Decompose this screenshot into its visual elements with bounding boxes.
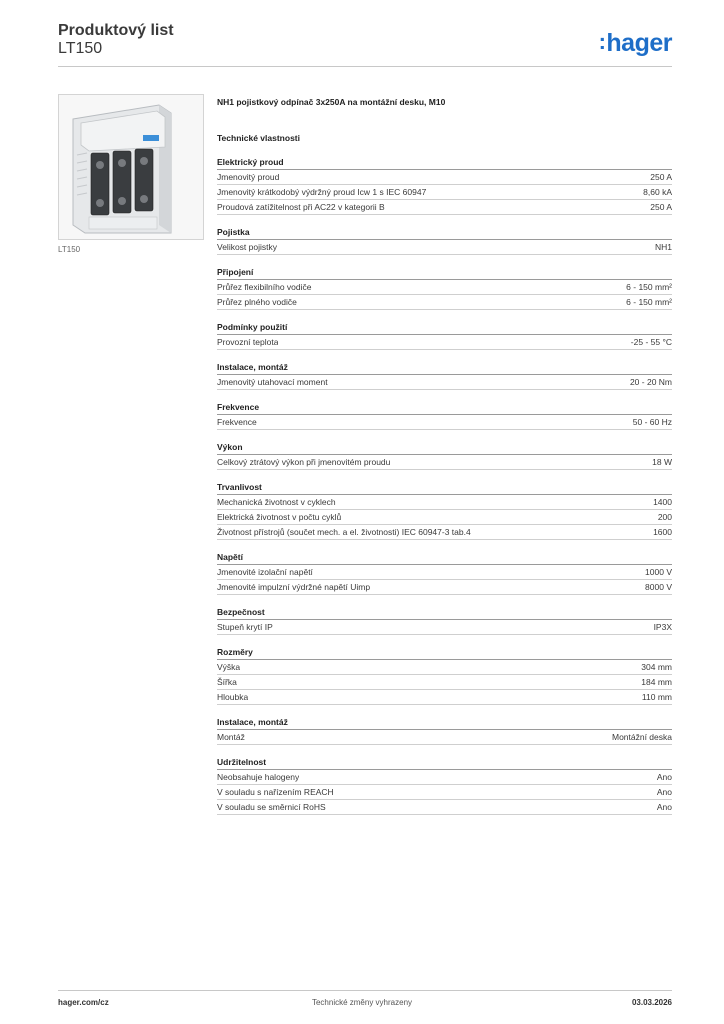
spec-label: Průřez plného vodiče	[217, 297, 297, 307]
spec-group	[217, 716, 672, 745]
spec-group-title: Podmínky použití	[217, 321, 672, 335]
spec-row	[217, 525, 672, 540]
spec-row	[217, 280, 672, 295]
hager-logo: :hager	[598, 29, 672, 57]
spec-group-title: Napětí	[217, 551, 672, 565]
spec-group	[217, 401, 672, 430]
spec-value: Ano	[656, 787, 672, 797]
spec-value: 250 A	[650, 172, 672, 182]
spec-value: 250 A	[650, 202, 672, 212]
spec-group-title: Elektrický proud	[217, 156, 672, 170]
footer-website: hager.com/cz	[58, 998, 109, 1007]
spec-group	[217, 646, 672, 705]
spec-row	[217, 240, 672, 255]
header-divider	[58, 66, 672, 67]
spec-group-title: Udržitelnost	[217, 756, 672, 770]
document-title: Produktový list	[58, 22, 174, 39]
spec-group	[217, 481, 672, 540]
spec-label: Frekvence	[217, 417, 257, 427]
footer-divider	[58, 990, 672, 991]
spec-row	[217, 495, 672, 510]
spec-group	[217, 226, 672, 255]
spec-row	[217, 660, 672, 675]
spec-value: 8000 V	[645, 582, 672, 592]
spec-group	[217, 266, 672, 310]
product-image	[58, 94, 204, 240]
spec-value: 184 mm	[641, 677, 672, 687]
spec-value: Ano	[656, 772, 672, 782]
fuse-switch-illustration	[59, 95, 203, 239]
spec-group-title: Trvanlivost	[217, 481, 672, 495]
spec-label: Průřez flexibilního vodiče	[217, 282, 312, 292]
spec-label: Výška	[217, 662, 241, 672]
spec-row	[217, 675, 672, 690]
spec-row	[217, 295, 672, 310]
spec-group-title: Instalace, montáž	[217, 361, 672, 375]
product-name: NH1 pojistkový odpínač 3x250A na montážní desku, M10	[217, 97, 446, 107]
logo-text: hager	[606, 29, 672, 57]
spec-group	[217, 756, 672, 815]
spec-label: Jmenovité impulzní výdržné napětí Uimp	[217, 582, 371, 592]
spec-label: Neobsahuje halogeny	[217, 772, 300, 782]
spec-label: Mechanická životnost v cyklech	[217, 497, 336, 507]
spec-group-title: Instalace, montáž	[217, 716, 672, 730]
spec-value: NH1	[654, 242, 672, 252]
spec-label: Velikost pojistky	[217, 242, 277, 252]
spec-row	[217, 415, 672, 430]
spec-group-title: Výkon	[217, 441, 672, 455]
spec-row	[217, 620, 672, 635]
spec-group	[217, 321, 672, 350]
spec-value: 6 - 150 mm²	[626, 282, 672, 292]
spec-groups	[217, 156, 672, 815]
spec-value: -25 - 55 °C	[630, 337, 672, 347]
spec-label: Elektrická životnost v počtu cyklů	[217, 512, 342, 522]
spec-value: 1600	[653, 527, 672, 537]
spec-label: Jmenovitý krátkodobý výdržný proud Icw 1 s IEC 60947	[217, 187, 427, 197]
header	[58, 22, 174, 58]
spec-label: V souladu se směrnicí RoHS	[217, 802, 326, 812]
spec-label: Provozní teplota	[217, 337, 279, 347]
image-caption: LT150	[58, 245, 81, 254]
footer-date: 03.03.2026	[631, 998, 672, 1007]
spec-value: 6 - 150 mm²	[626, 297, 672, 307]
spec-value: 1000 V	[645, 567, 672, 577]
spec-row	[217, 690, 672, 705]
spec-row	[217, 800, 672, 815]
spec-value: Ano	[656, 802, 672, 812]
spec-label: Jmenovité izolační napětí	[217, 567, 313, 577]
spec-group-title: Připojení	[217, 266, 672, 280]
spec-value: 200	[657, 512, 672, 522]
product-code: LT150	[58, 40, 103, 57]
spec-value: 110 mm	[641, 692, 672, 702]
spec-value: IP3X	[653, 622, 672, 632]
spec-label: Hloubka	[217, 692, 249, 702]
spec-group	[217, 551, 672, 595]
spec-value: 1400	[653, 497, 672, 507]
spec-row	[217, 580, 672, 595]
spec-group-title: Frekvence	[217, 401, 672, 415]
spec-value: 50 - 60 Hz	[632, 417, 672, 427]
spec-row	[217, 170, 672, 185]
spec-label: Celkový ztrátový výkon při jmenovitém proudu	[217, 457, 391, 467]
spec-row	[217, 785, 672, 800]
spec-row	[217, 730, 672, 745]
spec-label: Životnost přístrojů (součet mech. a el. životnosti) IEC 60947-3 tab.4	[217, 527, 471, 537]
spec-row	[217, 565, 672, 580]
spec-group	[217, 606, 672, 635]
spec-row	[217, 375, 672, 390]
spec-group	[217, 361, 672, 390]
spec-group	[217, 441, 672, 470]
spec-label: Proudová zatížitelnost při AC22 v kategorii B	[217, 202, 385, 212]
spec-row	[217, 770, 672, 785]
spec-group-title: Pojistka	[217, 226, 672, 240]
spec-value: 8,60 kA	[643, 187, 672, 197]
spec-value: 20 - 20 Nm	[629, 377, 672, 387]
specs-content	[217, 95, 672, 815]
spec-value: 18 W	[652, 457, 672, 467]
spec-row	[217, 335, 672, 350]
spec-label: Šířka	[217, 677, 237, 687]
spec-group-title: Bezpečnost	[217, 606, 672, 620]
spec-label: Jmenovitý proud	[217, 172, 280, 182]
section-title: Technické vlastnosti	[217, 133, 300, 143]
footer-note: Technické změny vyhrazeny	[311, 998, 413, 1007]
spec-group-title: Rozměry	[217, 646, 672, 660]
spec-group	[217, 156, 672, 215]
spec-label: Jmenovitý utahovací moment	[217, 377, 328, 387]
spec-label: Montáž	[217, 732, 245, 742]
spec-value: 304 mm	[641, 662, 672, 672]
spec-label: Stupeň krytí IP	[217, 622, 273, 632]
spec-row	[217, 200, 672, 215]
spec-row	[217, 185, 672, 200]
spec-label: V souladu s nařízením REACH	[217, 787, 334, 797]
spec-row	[217, 510, 672, 525]
spec-row	[217, 455, 672, 470]
spec-value: Montážní deska	[611, 732, 672, 742]
